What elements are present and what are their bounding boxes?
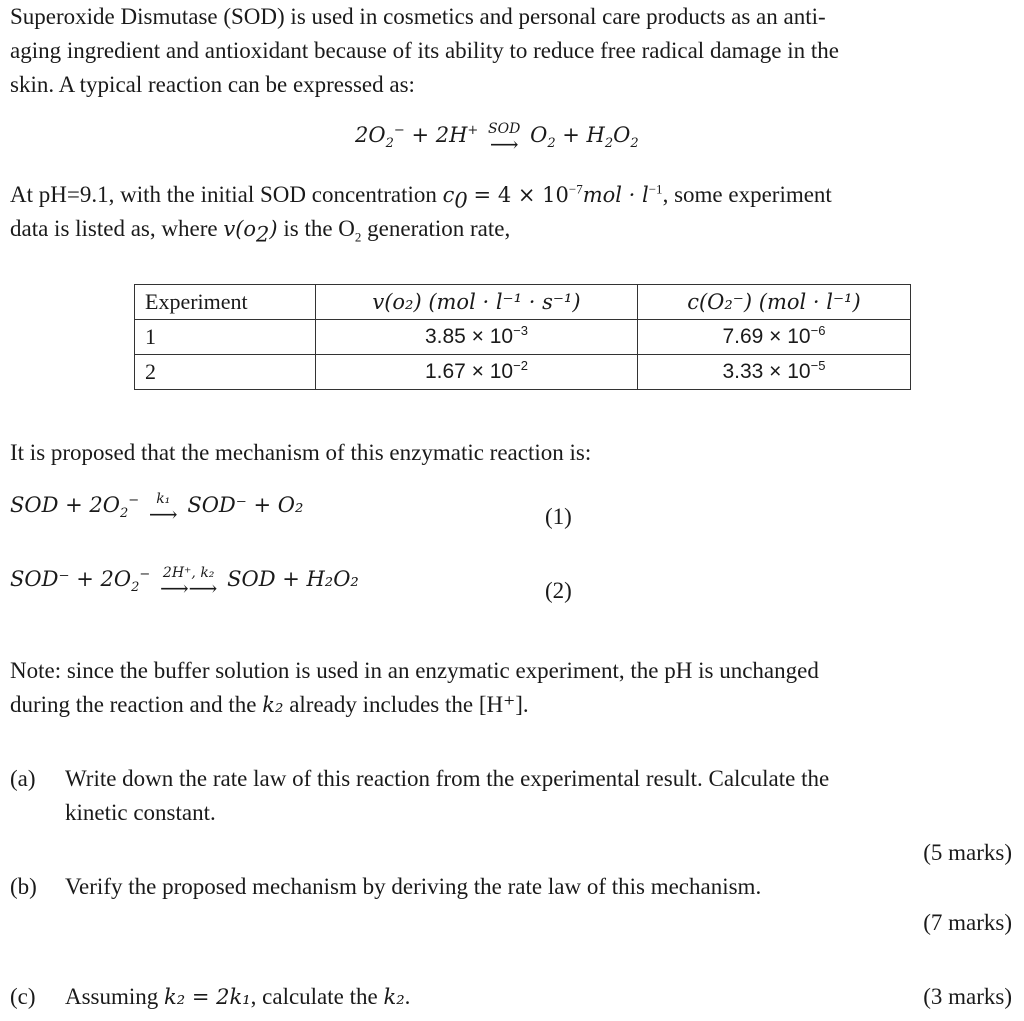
mechanism-step-2: $SOD^- + 2O_2^-$ 2H⁺, k₂ ⟶⟶ SOD + H₂O₂ <box>10 564 359 600</box>
step-2-number: (2) <box>545 578 572 603</box>
reaction-arrow: SOD ⟶ <box>488 120 521 156</box>
table-row <box>135 320 911 355</box>
step2-rate-constant: 2H⁺, k₂ <box>162 564 215 581</box>
intro-line-1: Superoxide Dismutase (SOD) is used in cosmetics and personal care products as an anti- <box>10 4 826 29</box>
header-experiment: Experiment <box>135 285 316 320</box>
note-line-2: during the reaction and the k₂ already includes the [H⁺]. <box>10 692 529 717</box>
cell-conc: $7.69 \times 10^{-6}$ <box>637 320 910 355</box>
cell-exp: 2 <box>135 355 316 390</box>
overall-reaction <box>355 118 639 156</box>
header-rate: v(o₂) (mol · l⁻¹ · s⁻¹) <box>316 285 638 320</box>
question-a-line-1: Write down the rate law of this reaction from the experimental result. Calculate the <box>65 766 830 791</box>
step2-arrow: 2H⁺, k₂ ⟶⟶ <box>160 564 218 600</box>
mechanism-step-1: SOD + $2O_2^-$ k₁ ⟶ SOD⁻ + O₂ <box>10 490 304 526</box>
cell-rate: $1.67 \times 10^{-2}$ <box>316 355 638 390</box>
table-header-row <box>135 285 911 320</box>
header-concentration: c(O₂⁻) (mol · l⁻¹) <box>637 285 910 320</box>
question-c-text: Assuming k₂ = 2k₁, calculate the k₂. <box>65 984 411 1009</box>
question-label: (a) <box>10 766 36 791</box>
conditions-paragraph <box>10 178 1012 246</box>
reaction-lhs: $2O_2^- + 2H^+$ <box>355 123 479 152</box>
cell-exp: 1 <box>135 320 316 355</box>
catalyst-label: SOD <box>488 120 521 137</box>
conditions-line-1: At pH=9.1, with the initial SOD concentration $c_0 = 4 \times 10^{-7}mol \cdot l^{-1}$, some experiment <box>10 181 832 213</box>
intro-paragraph <box>10 0 1012 102</box>
experiment-table <box>134 284 911 390</box>
cell-conc: $3.33 \times 10^{-5}$ <box>637 355 910 390</box>
mechanism-intro: It is proposed that the mechanism of this enzymatic reaction is: <box>10 440 592 465</box>
question-label: (b) <box>10 874 37 899</box>
question-a-line-2: kinetic constant. <box>65 800 216 825</box>
question-b-marks: (7 marks) <box>923 910 1012 935</box>
reaction-rhs: $O_2 + H_2O_2$ <box>530 123 639 152</box>
question-b-text: Verify the proposed mechanism by deriving the rate law of this mechanism. <box>65 874 762 899</box>
step1-rate-constant: k₁ <box>156 490 171 507</box>
conditions-line-2: data is listed as, where $v(o_2)$ is the $O_2$ generation rate, <box>10 216 511 247</box>
step1-arrow: k₁ ⟶ <box>148 490 178 526</box>
question-a-marks: (5 marks) <box>923 840 1012 865</box>
table-row <box>135 355 911 390</box>
question-label: (c) <box>10 984 36 1009</box>
note-line-1: Note: since the buffer solution is used in an enzymatic experiment, the pH is unchanged <box>10 658 819 683</box>
intro-line-2: aging ingredient and antioxidant because of its ability to reduce free radical damage in the <box>10 38 839 63</box>
intro-line-3: skin. A typical reaction can be expressed as: <box>10 72 415 97</box>
note-paragraph <box>10 654 1012 722</box>
cell-rate: $3.85 \times 10^{-3}$ <box>316 320 638 355</box>
question-c-marks: (3 marks) <box>923 984 1012 1009</box>
step-1-number: (1) <box>545 504 572 529</box>
